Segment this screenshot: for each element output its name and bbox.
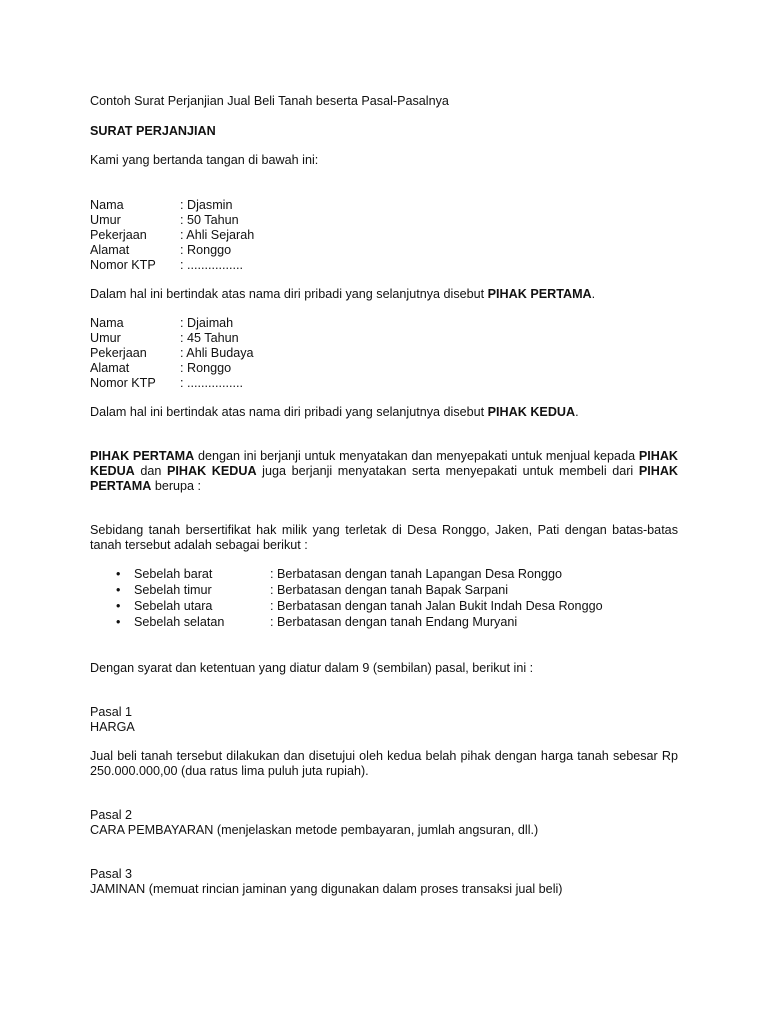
field-label: Nomor KTP <box>90 258 156 272</box>
pasal-number: Pasal 2 <box>90 808 133 822</box>
pasal-body: Jual beli tanah tersebut dilakukan dan disetujui oleh kedua belah pihak dengan harga tanah sebesar Rp 250.000.000,00 (dua ratus lima puluh juta rupiah). <box>90 749 678 778</box>
document-title: Contoh Surat Perjanjian Jual Beli Tanah beserta Pasal-Pasalnya <box>90 94 449 108</box>
conditions-text: Dengan syarat dan ketentuan yang diatur dalam 9 (sembilan) pasal, berikut ini : <box>90 661 534 675</box>
party2-name-row <box>90 316 678 331</box>
bullet-icon: • <box>116 567 121 581</box>
agreement-role: PIHAK PERTAMA <box>90 464 679 493</box>
pasal-1 <box>90 705 678 779</box>
boundary-value: : Berbatasan dengan tanah Bapak Sarpani <box>270 583 509 597</box>
party1-age-row <box>90 213 678 228</box>
boundary-side: Sebelah barat <box>134 567 213 581</box>
statement-text: Dalam hal ini bertindak atas nama diri pribadi yang selanjutnya disebut <box>90 405 488 419</box>
field-value: : 50 Tahun <box>180 213 239 227</box>
field-value: : ................ <box>180 376 243 390</box>
pasal-title: CARA PEMBAYARAN (menjelaskan metode pembayaran, jumlah angsuran, dll.) <box>90 823 539 837</box>
boundary-value: : Berbatasan dengan tanah Endang Muryani <box>270 615 518 629</box>
letter-heading: SURAT PERJANJIAN <box>90 124 216 138</box>
field-label: Nomor KTP <box>90 376 156 390</box>
agreement-text: berupa : <box>151 479 202 493</box>
boundary-side: Sebelah utara <box>134 599 213 613</box>
statement-text: Dalam hal ini bertindak atas nama diri pribadi yang selanjutnya disebut <box>90 287 488 301</box>
pasal-number: Pasal 3 <box>90 867 133 881</box>
boundary-value: : Berbatasan dengan tanah Jalan Bukit Indah Desa Ronggo <box>270 599 603 613</box>
party2-details <box>90 316 678 391</box>
field-label: Pekerjaan <box>90 346 147 360</box>
boundary-side: Sebelah timur <box>134 583 212 597</box>
party2-statement <box>90 405 678 420</box>
list-item <box>90 583 678 599</box>
party1-address-row <box>90 243 678 258</box>
list-item <box>90 615 678 631</box>
party1-job-row <box>90 228 678 243</box>
agreement-text: dengan ini berjanji untuk menyatakan dan menyepakati untuk menjual kepada <box>194 449 639 463</box>
field-value: : ................ <box>180 258 243 272</box>
agreement-role: PIHAK KEDUA <box>167 464 257 478</box>
field-label: Pekerjaan <box>90 228 147 242</box>
pasal-2 <box>90 808 678 838</box>
agreement-role: PIHAK KEDUA <box>90 449 679 478</box>
list-item <box>90 567 678 583</box>
statement-end: . <box>591 287 596 301</box>
field-value: : Ahli Sejarah <box>180 228 255 242</box>
field-label: Alamat <box>90 243 130 257</box>
pasal-title: JAMINAN (memuat rincian jaminan yang digunakan dalam proses transaksi jual beli) <box>90 882 563 896</box>
pasal-number: Pasal 1 <box>90 705 133 719</box>
field-label: Nama <box>90 316 124 330</box>
bullet-icon: • <box>116 583 121 597</box>
party2-ktp-row <box>90 376 678 391</box>
intro-text: Kami yang bertanda tangan di bawah ini: <box>90 153 319 167</box>
statement-end: . <box>575 405 579 419</box>
agreement-text: juga berjanji menyatakan serta menyepakati untuk membeli dari <box>256 464 639 478</box>
boundary-side: Sebelah selatan <box>134 615 225 629</box>
document-page <box>90 94 678 897</box>
party1-name-row <box>90 198 678 213</box>
field-value: : Ronggo <box>180 243 232 257</box>
bullet-icon: • <box>116 615 121 629</box>
bullet-icon: • <box>116 599 121 613</box>
agreement-role: PIHAK PERTAMA <box>90 449 195 463</box>
agreement-paragraph <box>90 449 678 494</box>
agreement-text: dan <box>134 464 167 478</box>
party2-job-row <box>90 346 678 361</box>
field-value: : Ahli Budaya <box>180 346 254 360</box>
list-item <box>90 599 678 615</box>
land-description: Sebidang tanah bersertifikat hak milik yang terletak di Desa Ronggo, Jaken, Pati dengan batas-batas tanah tersebut adalah sebagai berikut : <box>90 523 678 552</box>
field-value: : Djasmin <box>180 198 233 212</box>
field-label: Alamat <box>90 361 130 375</box>
field-value: : 45 Tahun <box>180 331 239 345</box>
boundary-list <box>90 567 678 631</box>
party1-ktp-row <box>90 258 678 273</box>
party1-role: PIHAK PERTAMA <box>487 287 592 301</box>
party1-statement <box>90 287 678 302</box>
field-label: Nama <box>90 198 124 212</box>
field-label: Umur <box>90 331 121 345</box>
field-value: : Ronggo <box>180 361 232 375</box>
field-label: Umur <box>90 213 121 227</box>
party2-address-row <box>90 361 678 376</box>
party2-role: PIHAK KEDUA <box>487 405 576 419</box>
boundary-value: : Berbatasan dengan tanah Lapangan Desa Ronggo <box>270 567 562 581</box>
pasal-title: HARGA <box>90 720 135 734</box>
pasal-3 <box>90 867 678 897</box>
party1-details <box>90 198 678 273</box>
field-value: : Djaimah <box>180 316 234 330</box>
party2-age-row <box>90 331 678 346</box>
